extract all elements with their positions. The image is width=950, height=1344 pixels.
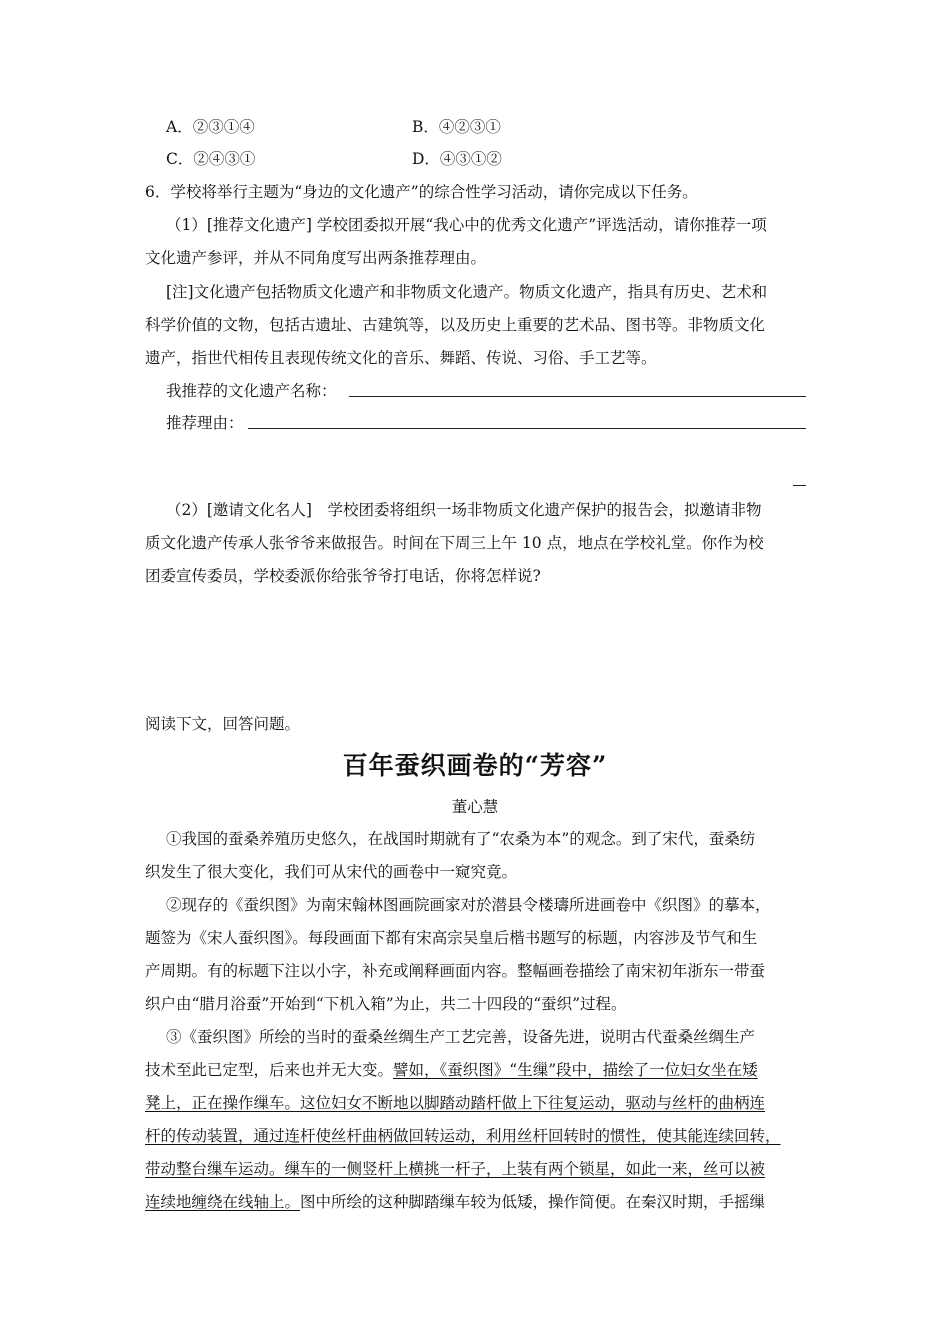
option-c: C．②④③① [166,150,256,168]
reason-blank[interactable] [248,428,806,429]
para-3-line-5-underlined: 带动整台缫车运动。缫车的一侧竖杆上横挑一杆子，上装有两个锁星，如此一来，丝可以被 [145,1160,766,1178]
option-a: A．②③①④ [166,118,255,136]
para-2-line-2: 题签为《宋人蚕织图》。每段画面下都有宋高宗吴皇后楷书题写的标题，内容涉及节气和生 [145,929,758,947]
task-2-line-3: 团委宣传委员，学校委派你给张爷爷打电话，你将怎样说? [145,567,541,585]
reason-blank-end[interactable] [793,485,806,486]
note-line-1: [注]文化遗产包括物质文化遗产和非物质文化遗产。物质文化遗产，指具有历史、艺术和 [166,283,768,301]
task-1-line-1: （1）[推荐文化遗产] 学校团委拟开展“我心中的优秀文化遗产”评选活动，请你推荐一项 [166,216,767,234]
para-1-line-1: ①我国的蚕桑养殖历史悠久，在战国时期就有了“农桑为本”的观念。到了宋代，蚕桑纺 [166,830,756,848]
para-3-line-4-underlined: 杆的传动装置，通过连杆使丝杆曲柄做回转运动，利用丝杆回转时的惯性，使其能连续回转， [145,1127,781,1145]
heritage-name-blank[interactable] [349,396,806,397]
para-3-line-3-underlined: 凳上，正在操作缫车。这位妇女不断地以脚踏动踏杆做上下往复运动，驱动与丝杆的曲柄连 [145,1094,766,1112]
para-3-line-6-underlined: 连续地缠绕在线轴上。 [145,1193,301,1211]
option-d: D．④③①② [412,150,502,168]
task-2-line-1: （2）[邀请文化名人] 学校团委将组织一场非物质文化遗产保护的报告会，拟邀请非物 [166,501,762,519]
option-b: B．④②③① [412,118,501,136]
para-1-line-2: 织发生了很大变化，我们可从宋代的画卷中一窥究竟。 [145,863,518,881]
note-line-2: 科学价值的文物，包括古遗址、古建筑等，以及历史上重要的艺术品、图书等。非物质文化 [145,316,766,334]
task-2-line-2: 质文化遗产传承人张爷爷来做报告。时间在下周三上午 10 点，地点在学校礼堂。你作为校 [145,534,764,552]
heritage-name-label: 我推荐的文化遗产名称： [166,382,337,400]
note-line-3: 遗产，指世代相传且表现传统文化的音乐、舞蹈、传说、习俗、手工艺等。 [145,349,657,367]
article-author: 董心慧 [451,798,499,816]
para-3-line-6-plain: 图中所绘的这种脚踏缫车较为低矮，操作简便。在秦汉时期，手摇缫 [300,1193,766,1211]
question-6-stem: 6．学校将举行主题为“身边的文化遗产”的综合性学习活动，请你完成以下任务。 [145,183,698,201]
para-3-line-1: ③《蚕织图》所绘的当时的蚕桑丝绸生产工艺完善，设备先进，说明古代蚕桑丝绸生产 [166,1028,756,1046]
task-1-line-2: 文化遗产参评，并从不同角度写出两条推荐理由。 [145,249,487,267]
para-2-line-3: 产周期。有的标题下注以小字，补充或阐释画面内容。整幅画卷描绘了南宋初年浙东一带蚕 [145,962,766,980]
para-3-line-2 [145,1059,758,1081]
para-3-line-2-underlined: 譬如，《蚕织图》“生缫”段中，描绘了一位妇女坐在矮 [393,1061,758,1079]
reading-instruction: 阅读下文，回答问题。 [145,715,301,733]
para-2-line-1: ②现存的《蚕织图》为南宋翰林图画院画家对於潜县令楼璹所进画卷中《织图》的摹本， [166,896,771,914]
article-title: 百年蚕织画卷的“芳容” [342,751,608,780]
reason-label: 推荐理由： [166,414,244,432]
para-2-line-4: 织户由“腊月浴蚕”开始到“下机入箱”为止，共二十四段的“蚕织”过程。 [145,995,627,1013]
para-3-line-2-plain: 技术至此已定型，后来也并无大变。 [145,1061,394,1079]
para-3-line-6 [145,1191,765,1213]
